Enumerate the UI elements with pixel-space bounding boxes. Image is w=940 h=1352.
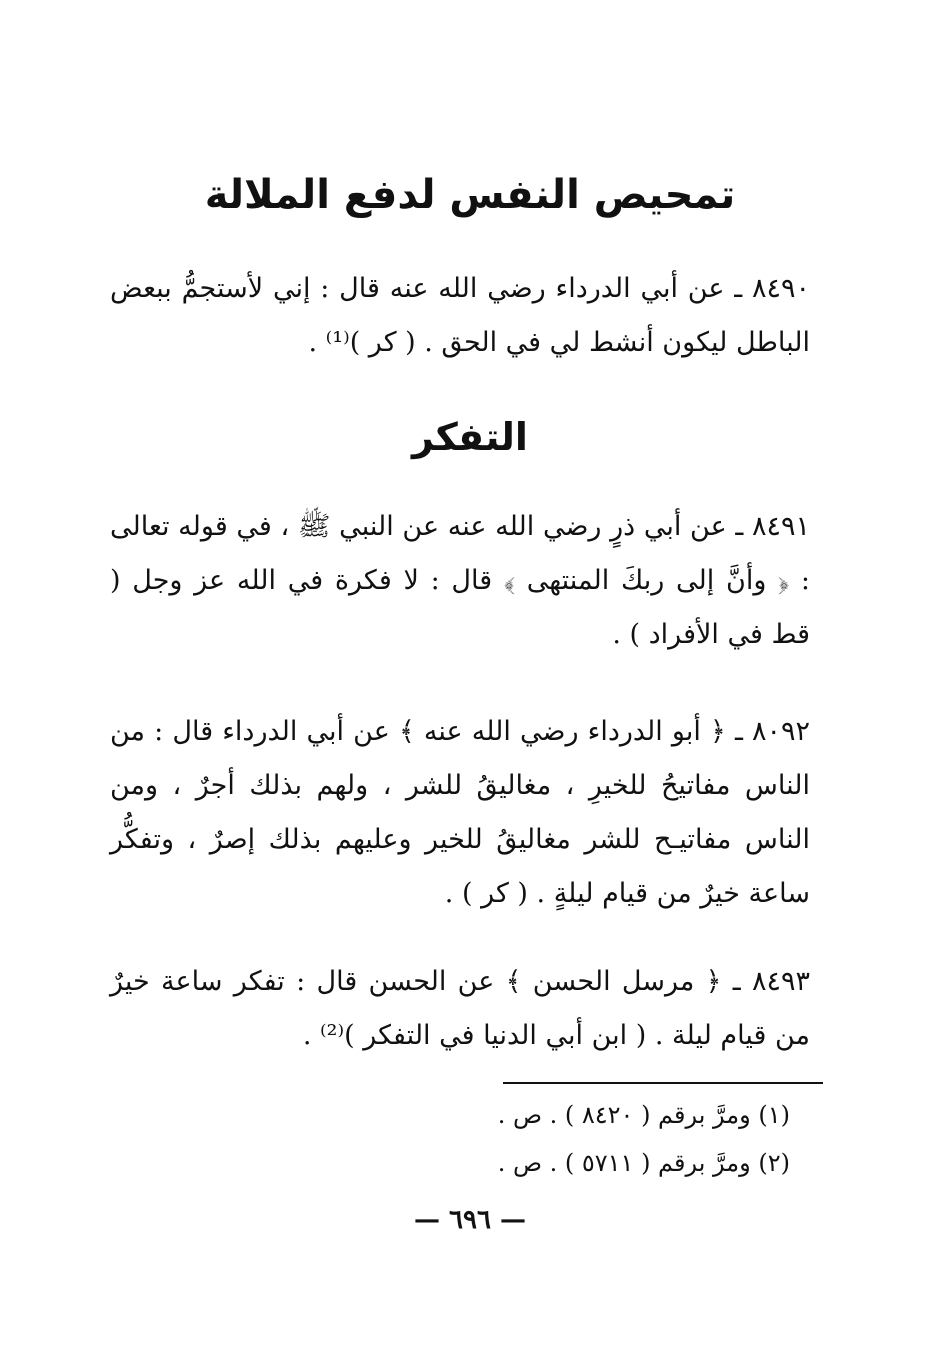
section-heading: التفكر bbox=[412, 415, 528, 459]
footnote: (١) ومرَّ برقم ( ٨٤٢٠ ) . ص . bbox=[497, 1101, 790, 1129]
hadith-paragraph: ٨٤٩٣ ـ ﴿ مرسل الحسن ﴾ عن الحسن قال : تفكر ساعة خيرٌ من قيام ليلة . ( ابن أبي الدنيا في التفكر )⁽²⁾ . bbox=[110, 966, 810, 1051]
footnote: (٢) ومرَّ برقم ( ٥٧١١ ) . ص . bbox=[497, 1149, 790, 1177]
footnote-divider bbox=[503, 1082, 823, 1084]
page-number: — ٦٩٦ — bbox=[413, 1205, 527, 1235]
hadith-paragraph: ٨٤٩٠ ـ عن أبي الدرداء رضي الله عنه قال : إني لأستجمُّ ببعض الباطل ليكون أنشط لي في الحق . ( كر )⁽¹⁾ . bbox=[110, 273, 810, 358]
hadith-paragraph: ٨٠٩٢ ـ ﴿ أبو الدرداء رضي الله عنه ﴾ عن أبي الدرداء قال : من الناس مفاتيحُ للخيرِ ، مغاليقُ للشر ، ولهم بذلك أجرٌ ، ومن الناس مفاتيـح للشر مغاليقُ للخير وعليهم بذلك إصرٌ ، وتفكُّر ساعة خيرٌ من قيام ليلةٍ . ( كر ) . bbox=[110, 716, 810, 909]
section-heading: تمحيص النفس لدفع الملالة bbox=[204, 172, 736, 218]
hadith-paragraph: ٨٤٩١ ـ عن أبي ذرٍ رضي الله عنه عن النبي ﷺ ، في قوله تعالى : ﴿ وأنَّ إلى ربكَ المنتهى ﴾ قال : لا فكرة في الله عز وجل ( قط في الأفراد ) . bbox=[110, 511, 810, 650]
